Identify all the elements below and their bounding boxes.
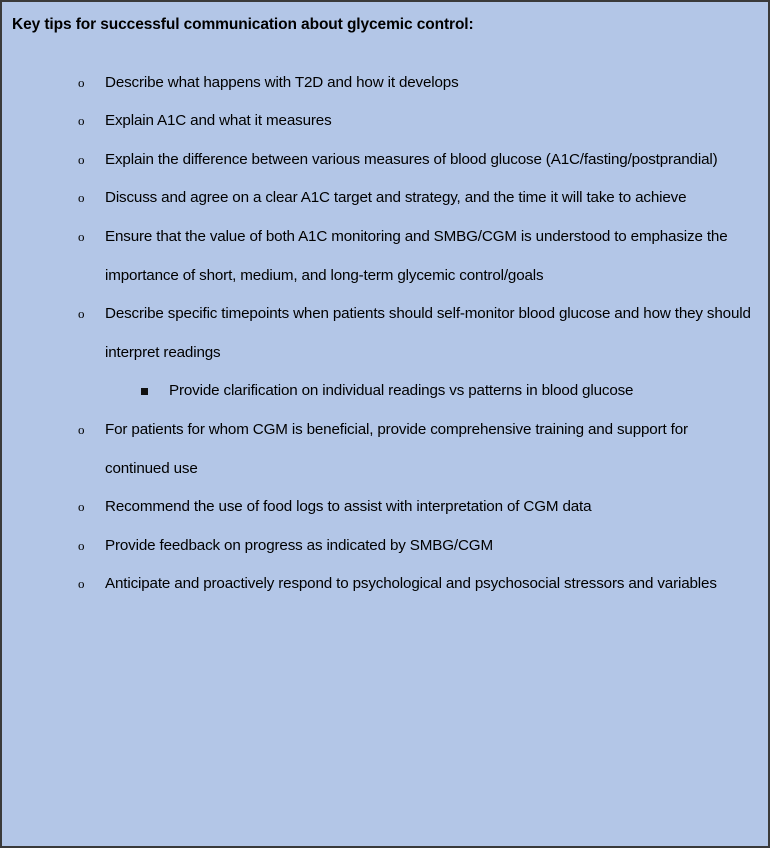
circle-bullet-icon: o [78, 537, 85, 553]
key-tips-bullet-text: Discuss and agree on a clear A1C target and strategy, and the time it will take to achieve [105, 189, 687, 207]
key-tips-bullet [2, 488, 768, 527]
key-tips-bullet-text: Provide clarification on individual readings vs patterns in blood glucose [169, 382, 634, 400]
key-tips-bullet [2, 141, 768, 180]
circle-bullet-icon: o [78, 576, 85, 592]
key-tips-bullet [2, 218, 768, 295]
key-tips-sub-bullet [2, 372, 768, 411]
key-tips-bullet-text: Describe specific timepoints when patients should self-monitor blood glucose and how they should interpret readings [105, 305, 751, 361]
key-tips-bullet-text: Anticipate and proactively respond to psychological and psychosocial stressors and variables [105, 575, 717, 593]
circle-bullet-icon: o [78, 190, 85, 206]
circle-bullet-icon: o [78, 499, 85, 515]
circle-bullet-icon: o [78, 74, 85, 90]
circle-bullet-icon: o [78, 113, 85, 129]
key-tips-bullet [2, 295, 768, 372]
circle-bullet-icon: o [78, 151, 85, 167]
key-tips-list [2, 64, 768, 604]
key-tips-bullet [2, 102, 768, 141]
key-tips-bullet-text: Explain the difference between various measures of blood glucose (A1C/fasting/postprandial) [105, 150, 718, 168]
key-tips-bullet-text: Explain A1C and what it measures [105, 112, 332, 130]
key-tips-bullet [2, 565, 768, 604]
key-tips-bullet [2, 179, 768, 218]
circle-bullet-icon: o [78, 228, 85, 244]
key-tips-bullet [2, 411, 768, 488]
key-tips-bullet-text: Provide feedback on progress as indicated by SMBG/CGM [105, 536, 493, 554]
key-tips-bullet-text: For patients for whom CGM is beneficial, provide comprehensive training and support for continued use [105, 420, 688, 477]
key-tips-bullet-text: Recommend the use of food logs to assist with interpretation of CGM data [105, 498, 592, 516]
key-tips-bullet-text: Ensure that the value of both A1C monitoring and SMBG/CGM is understood to emphasize the importance of short, medium, and long-term glycemic control/goals [105, 227, 728, 284]
circle-bullet-icon: o [78, 421, 85, 437]
square-bullet-icon [141, 388, 148, 395]
circle-bullet-icon: o [78, 306, 85, 322]
key-tips-bullet-text: Describe what happens with T2D and how it develops [105, 73, 459, 91]
key-tips-bullet [2, 527, 768, 566]
key-tips-title: Key tips for successful communication about glycemic control: [12, 16, 474, 33]
key-tips-bullet [2, 64, 768, 103]
